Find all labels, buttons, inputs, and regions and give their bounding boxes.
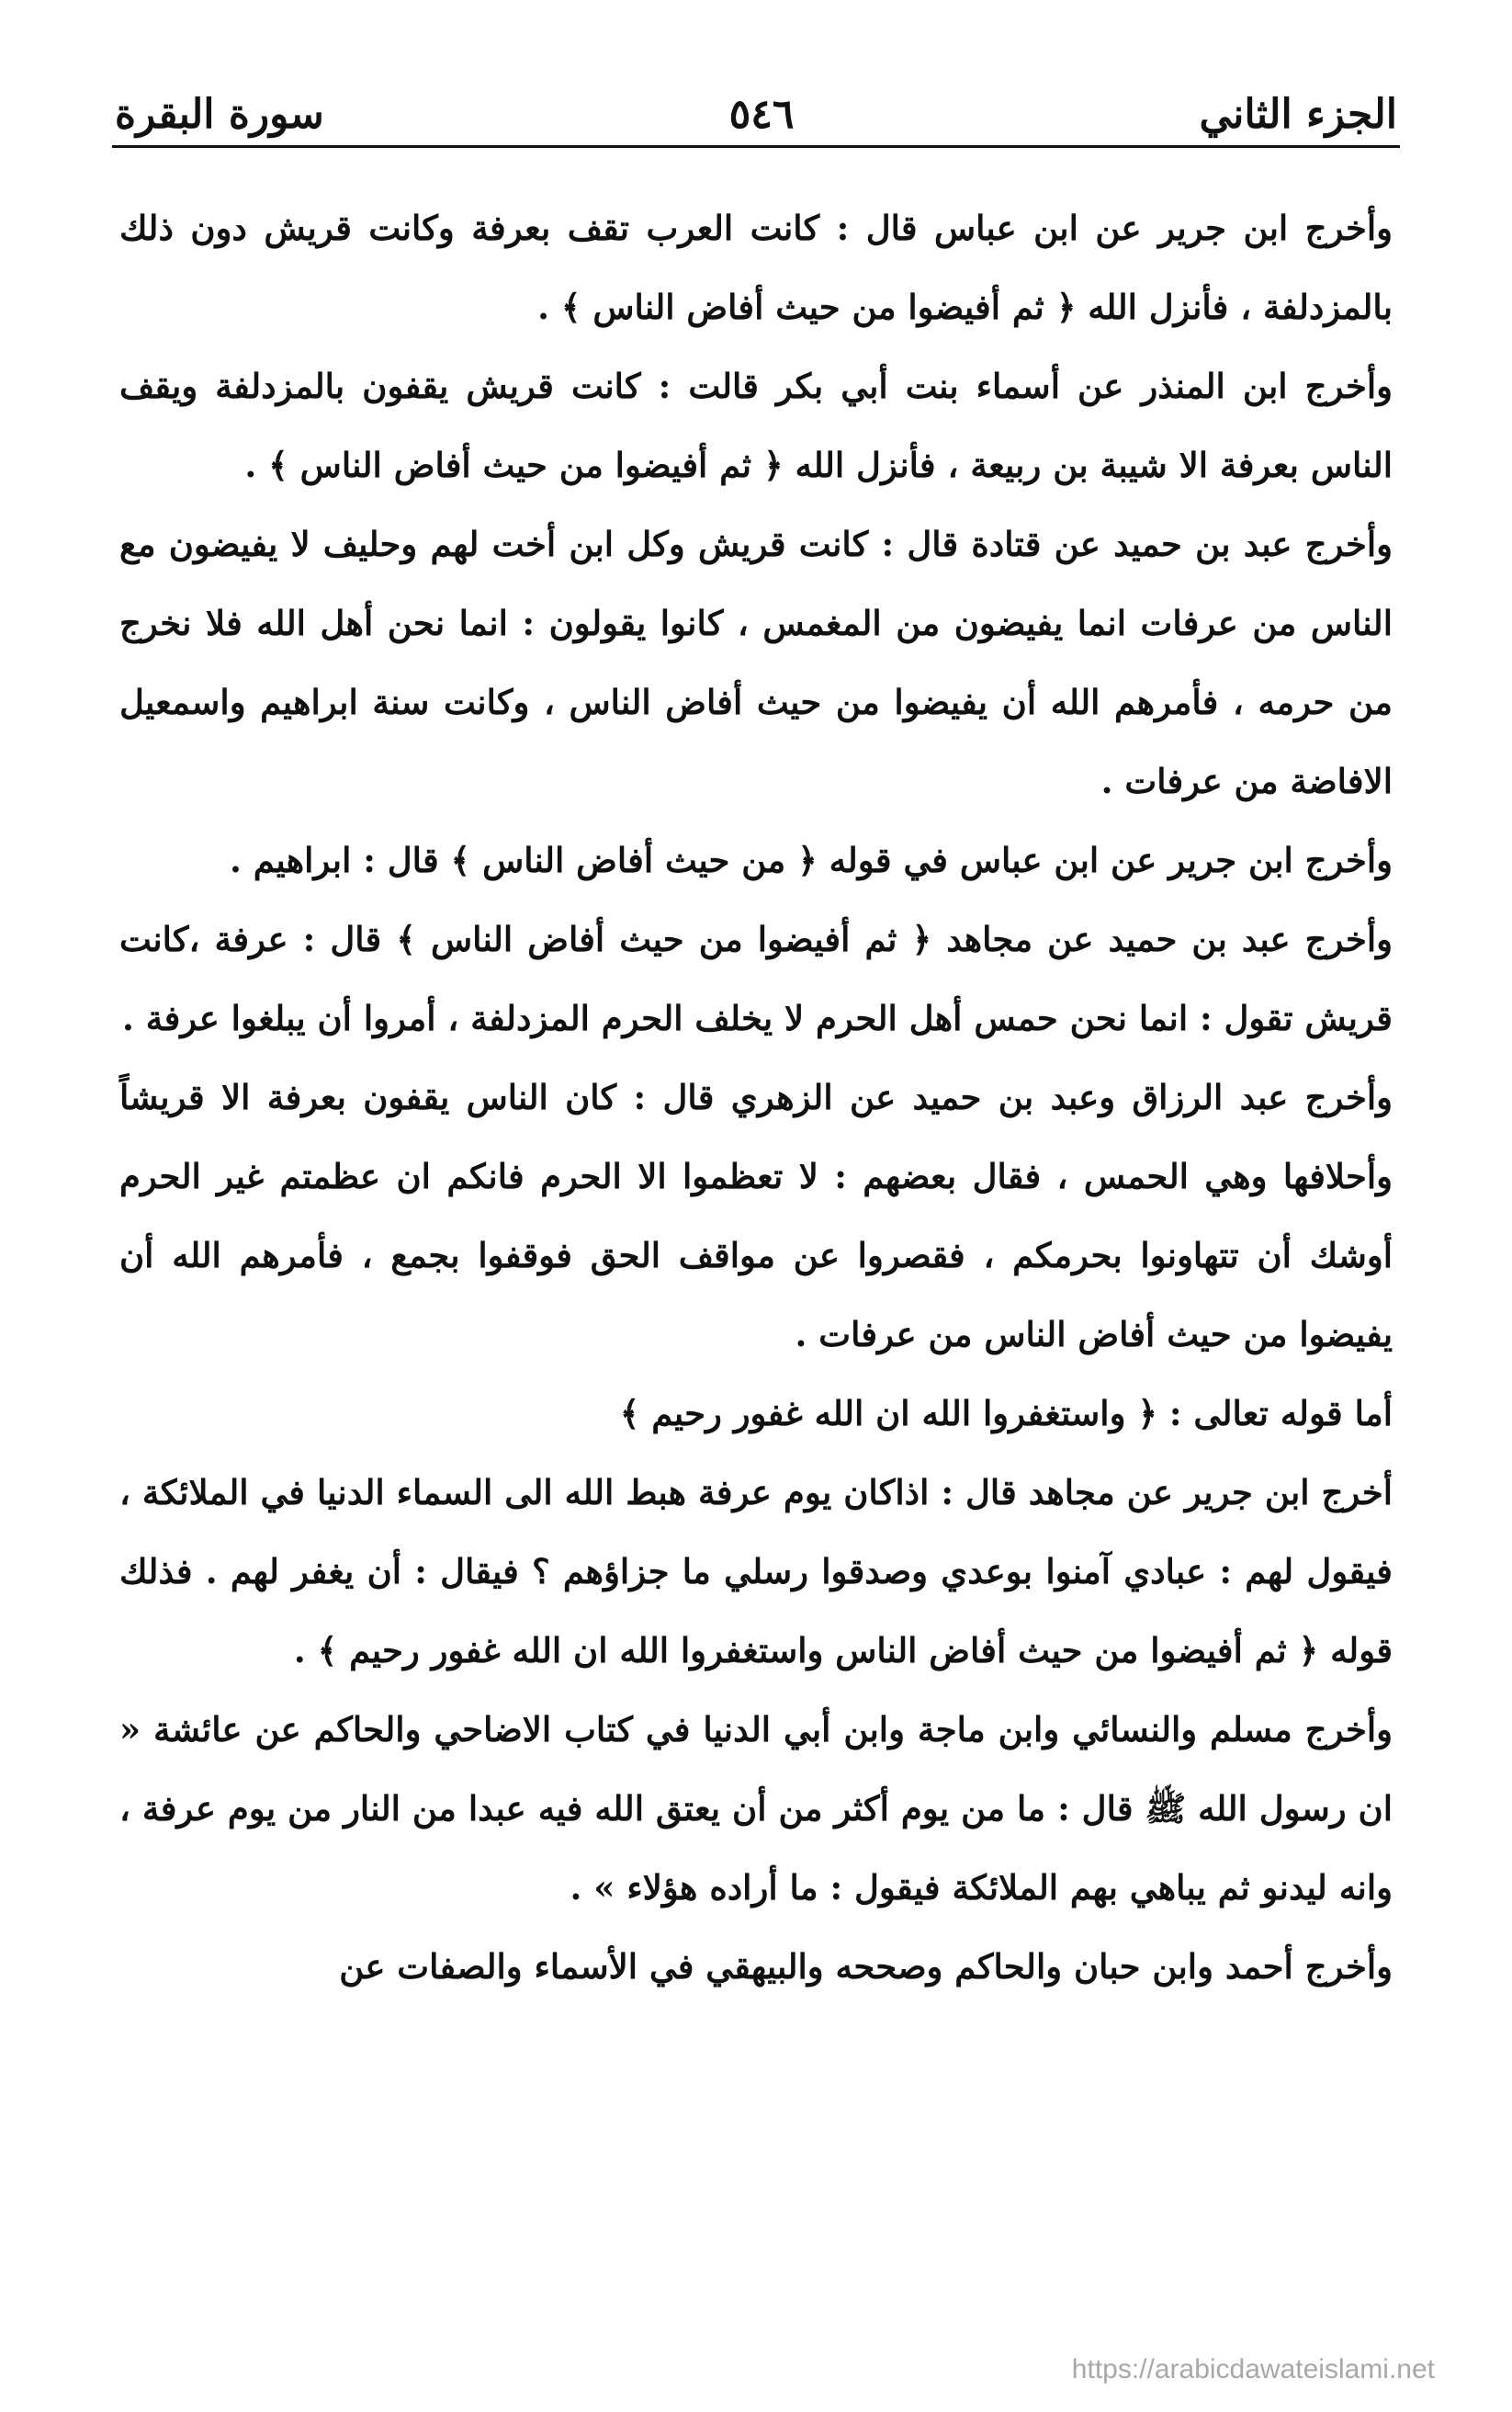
part-label: الجزء الثاني (1199, 91, 1397, 138)
text-body (119, 188, 1393, 2006)
page-number: ٥٤٦ (728, 91, 795, 138)
surah-label: سورة البقرة (115, 91, 324, 138)
paragraph: وأخرج ابن جرير عن ابن عباس قال : كانت العرب تقف بعرفة وكانت قريش دون ذلك بالمزدلفة ، فأنزل الله ﴿ ثم أفيضوا من حيث أفاض الناس ﴾ . (119, 208, 1393, 327)
paragraph: وأخرج ابن جرير عن ابن عباس في قوله ﴿ من حيث أفاض الناس ﴾ قال : ابراهيم . (230, 840, 1393, 880)
header-divider (112, 145, 1400, 148)
paragraph: أما قوله تعالى : ﴿ واستغفروا الله ان الله غفور رحيم ﴾ (619, 1393, 1393, 1433)
paragraph: وأخرج عبد الرزاق وعبد بن حميد عن الزهري قال : كان الناس يقفون بعرفة الا قريشاً وأحلافها وهي الحمس ، فقال بعضهم : لا تعظموا الا الحرم فانكم ان عظمتم غير الحرم أوشك أن تتهاونوا بحرمكم ، فقصروا عن مواقف الحق فوقفوا بجمع ، فأمرهم الله أن يفيضوا من حيث أفاض الناس من عرفات . (119, 1077, 1393, 1354)
paragraph: وأخرج أحمد وابن حبان والحاكم وصححه والبيهقي في الأسماء والصفات عن (339, 1946, 1393, 1987)
running-header (115, 55, 1397, 138)
paragraph: وأخرج عبد بن حميد عن مجاهد ﴿ ثم أفيضوا من حيث أفاض الناس ﴾ قال : عرفة ،كانت قريش تقول : انما نحن حمس أهل الحرم لا يخلف الحرم المزدلفة ، أمروا أن يبلغوا عرفة . (119, 919, 1393, 1038)
source-watermark: https://arabicdawateislami.net (1071, 2354, 1435, 2384)
paragraph: وأخرج ابن المنذر عن أسماء بنت أبي بكر قالت : كانت قريش يقفون بالمزدلفة ويقف الناس بعرفة الا شيبة بن ربيعة ، فأنزل الله ﴿ ثم أفيضوا من حيث أفاض الناس ﴾ . (119, 366, 1393, 485)
paragraph: وأخرج عبد بن حميد عن قتادة قال : كانت قريش وكل ابن أخت لهم وحليف لا يفيضون مع الناس من عرفات انما يفيضون من المغمس ، كانوا يقولون : انما نحن أهل الله فلا نخرج من حرمه ، فأمرهم الله أن يفيضوا من حيث أفاض الناس ، وكانت سنة ابراهيم واسمعيل الافاضة من عرفات . (119, 524, 1393, 801)
paragraph: وأخرج مسلم والنسائي وابن ماجة وابن أبي الدنيا في كتاب الاضاحي والحاكم عن عائشة « ان رسول الله ﷺ قال : ما من يوم أكثر من أن يعتق الله فيه عبدا من النار من يوم عرفة ، وانه ليدنو ثم يباهي بهم الملائكة فيقول : ما أراده هؤلاء » . (119, 1709, 1393, 1908)
paragraph: أخرج ابن جرير عن مجاهد قال : اذاكان يوم عرفة هبط الله الى السماء الدنيا في الملائكة ، فيقول لهم : عبادي آمنوا بوعدي وصدقوا رسلي ما جزاؤهم ؟ فيقال : أن يغفر لهم . فذلك قوله ﴿ ثم أفيضوا من حيث أفاض الناس واستغفروا الله ان الله غفور رحيم ﴾ . (119, 1472, 1393, 1670)
